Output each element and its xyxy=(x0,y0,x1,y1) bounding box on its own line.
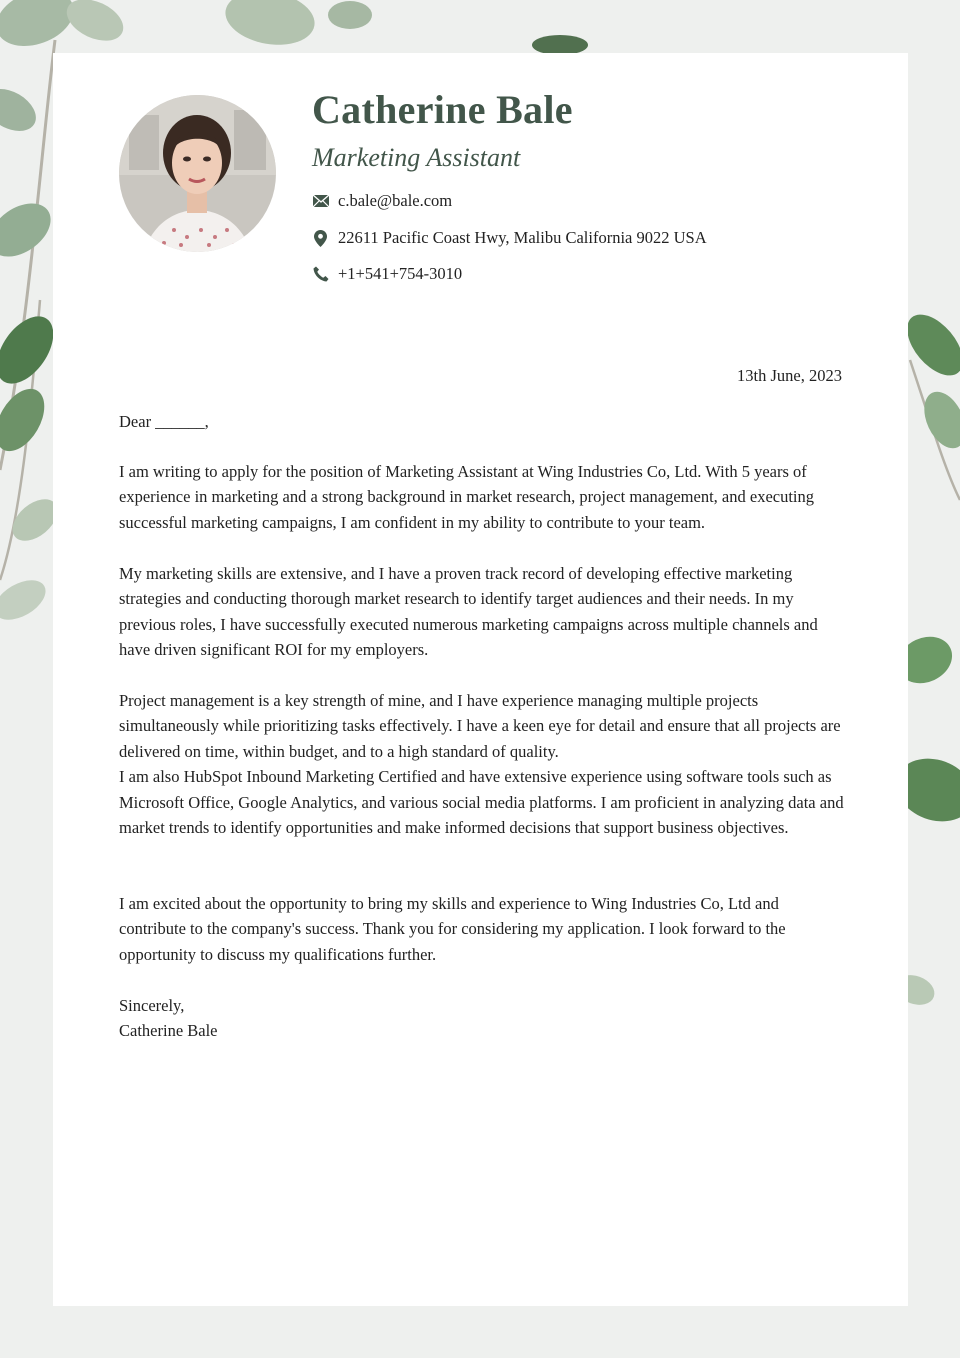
phone-text[interactable]: +1+541+754-3010 xyxy=(338,264,463,283)
paragraph: Project management is a key strength of mine, and I have experience managing multiple projects simultaneously while prioritizing tasks effectively. I have a keen eye for detail and ensure that all projects are delivered on time, within budget, and to a high standard of quality. xyxy=(119,691,841,761)
applicant-name: Catherine Bale xyxy=(312,87,573,132)
phone-icon xyxy=(312,266,329,283)
salutation: Dear ______, xyxy=(119,412,209,431)
letter-date: 13th June, 2023 xyxy=(737,366,842,385)
sign-off xyxy=(119,993,844,1044)
contact-email xyxy=(312,190,452,212)
contact-address xyxy=(312,227,707,249)
address-text: 22611 Pacific Coast Hwy, Malibu California 9022 USA xyxy=(338,228,707,247)
paragraph-intro xyxy=(119,459,844,535)
paragraph: I am writing to apply for the position of Marketing Assistant at Wing Industries Co, Ltd. With 5 years of experience in marketing and a strong background in market research, project management, and executing successful marketing campaigns, I am confident in my ability to contribute to your team. xyxy=(119,462,815,532)
paragraph: My marketing skills are extensive, and I have a proven track record of developing effective marketing strategies and conducting thorough market research to identify target audiences and their needs. In my previous roles, I have successfully executed numerous marketing campaigns across multiple channels and have driven significant ROI for my employers. xyxy=(119,564,818,660)
paragraph: I am also HubSpot Inbound Marketing Certified and have extensive experience using software tools such as Microsoft Office, Google Analytics, and various social media platforms. I am proficient in analyzing data and market trends to identify opportunities and make informed decisions that support business objectives. xyxy=(119,767,844,838)
job-title: Marketing Assistant xyxy=(312,143,521,172)
paragraph-project-management xyxy=(119,688,844,840)
map-pin-icon xyxy=(312,230,329,247)
email-text[interactable]: c.bale@bale.com xyxy=(338,191,453,210)
closing-text: Sincerely, xyxy=(119,996,185,1015)
envelope-icon xyxy=(312,193,329,210)
paragraph: I am excited about the opportunity to bring my skills and experience to Wing Industries Co, Ltd and contribute to the company's success. Thank you for considering my application. I look forward to the opportunity to discuss my qualifications further. xyxy=(119,894,786,964)
paragraph-closing xyxy=(119,891,844,967)
contact-phone xyxy=(312,263,462,285)
paragraph-skills xyxy=(119,561,844,663)
signature-name: Catherine Bale xyxy=(119,1021,218,1041)
profile-photo xyxy=(119,95,276,252)
